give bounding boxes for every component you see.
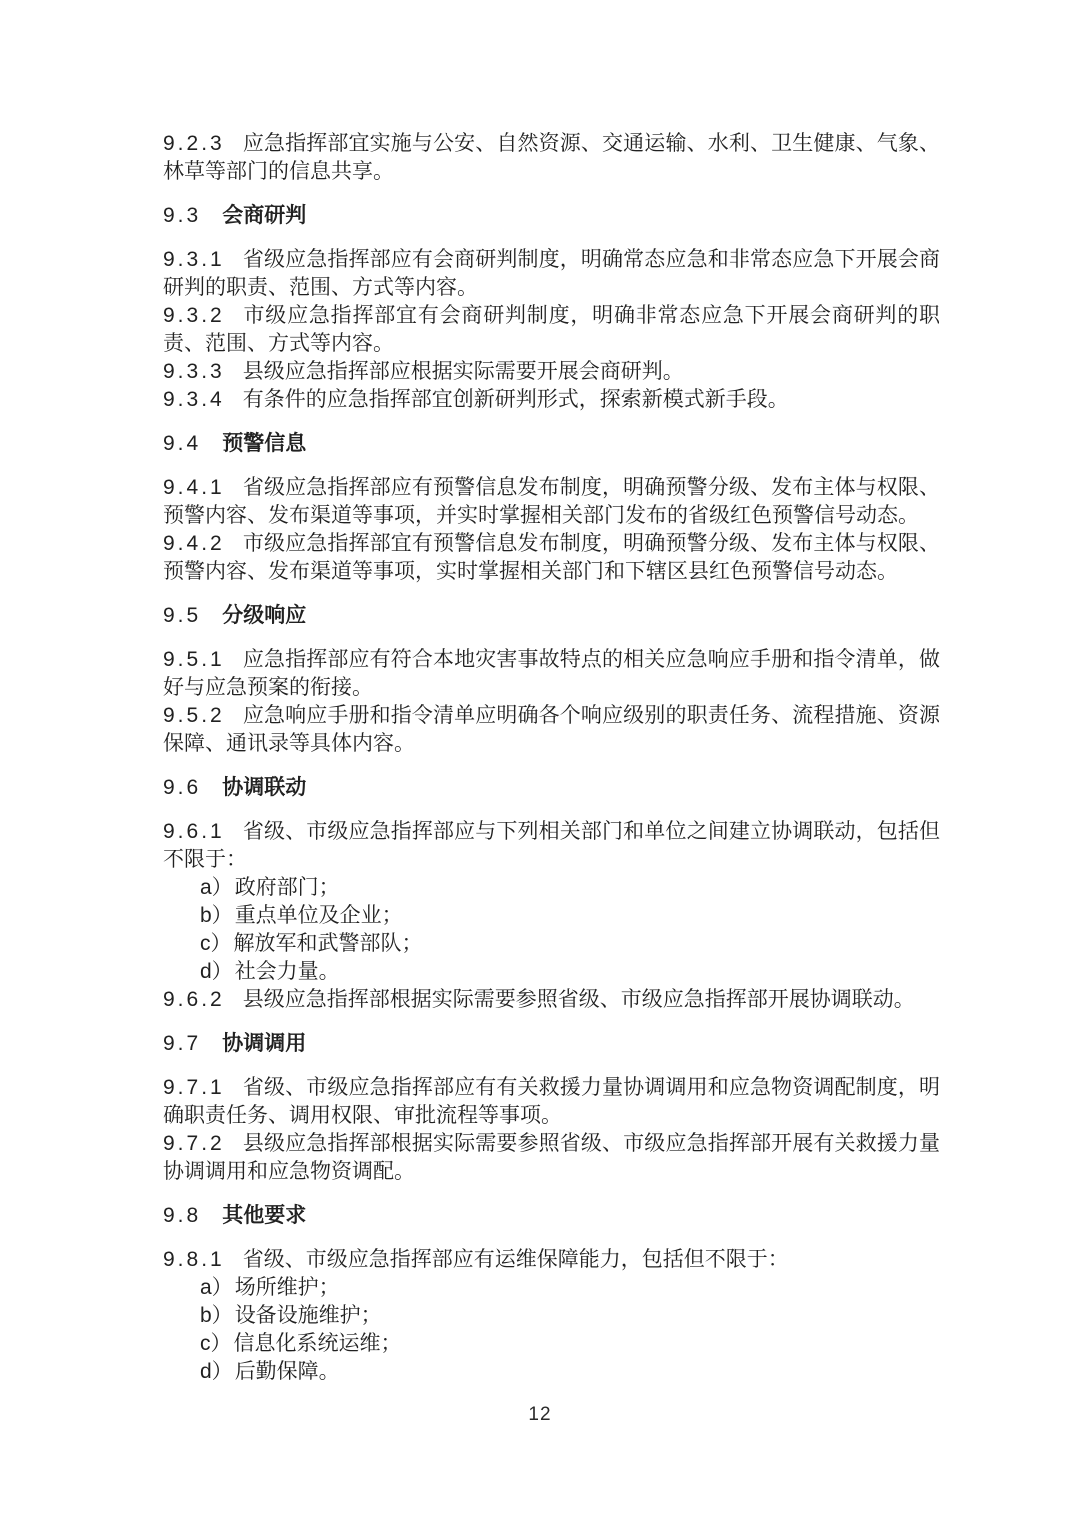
clause-9-6-1	[163, 818, 940, 874]
clause-9-4-1	[163, 474, 940, 530]
section-number: 9.7	[163, 1032, 202, 1055]
list-item-text: 政府部门；	[234, 876, 340, 899]
list-item-text: 社会力量。	[234, 960, 340, 983]
clause-9-3-4	[163, 386, 940, 414]
clause-text: 县级应急指挥部根据实际需要参照省级、市级应急指挥部开展有关救援力量协调调用和应急物资调配。	[163, 1132, 940, 1183]
clause-9-5-1	[163, 646, 940, 702]
clause-9-8-1	[163, 1246, 940, 1274]
list-item-text: 信息化系统运维；	[233, 1332, 402, 1355]
list-marker: a）	[200, 1276, 233, 1299]
clause-number: 9.3.1	[163, 248, 225, 271]
section-heading-9-6	[163, 774, 940, 802]
clause-text: 应急指挥部应有符合本地灾害事故特点的相关应急响应手册和指令清单，做好与应急预案的衔接。	[163, 648, 940, 699]
clause-number: 9.4.1	[163, 476, 225, 499]
section-title: 分级响应	[222, 604, 307, 627]
list-item-9-6-1-c	[163, 930, 940, 958]
clause-9-4-2	[163, 530, 940, 586]
list-item-9-6-1-d	[163, 958, 940, 986]
clause-text: 县级应急指挥部根据实际需要参照省级、市级应急指挥部开展协调联动。	[242, 988, 915, 1011]
list-item-9-6-1-b	[163, 902, 940, 930]
clause-9-2-3	[163, 130, 940, 186]
clause-number: 9.7.1	[163, 1076, 225, 1099]
clause-9-7-2	[163, 1130, 940, 1186]
clause-9-3-2	[163, 302, 940, 358]
section-number: 9.6	[163, 776, 202, 799]
clause-text: 应急指挥部宜实施与公安、自然资源、交通运输、水利、卫生健康、气象、林草等部门的信息共享。	[163, 132, 940, 183]
list-marker: b）	[200, 1304, 233, 1327]
clause-number: 9.7.2	[163, 1132, 225, 1155]
list-item-9-8-1-d	[163, 1358, 940, 1386]
list-item-9-8-1-c	[163, 1330, 940, 1358]
clause-number: 9.3.3	[163, 360, 225, 383]
list-item-text: 场所维护；	[234, 1276, 340, 1299]
clause-text: 应急响应手册和指令清单应明确各个响应级别的职责任务、流程措施、资源保障、通讯录等具体内容。	[163, 704, 940, 755]
clause-number: 9.8.1	[163, 1248, 225, 1271]
section-heading-9-4	[163, 430, 940, 458]
section-title: 其他要求	[222, 1204, 307, 1227]
section-number: 9.3	[163, 204, 202, 227]
clause-9-6-2	[163, 986, 940, 1014]
clause-text: 省级、市级应急指挥部应有运维保障能力，包括但不限于：	[242, 1248, 789, 1271]
clause-number: 9.6.2	[163, 988, 225, 1011]
page-number: 12	[528, 1404, 552, 1425]
clause-9-3-3	[163, 358, 940, 386]
clause-text: 省级、市级应急指挥部应与下列相关部门和单位之间建立协调联动，包括但不限于：	[163, 820, 940, 871]
list-marker: b）	[200, 904, 233, 927]
clause-9-3-1	[163, 246, 940, 302]
clause-text: 县级应急指挥部应根据实际需要开展会商研判。	[242, 360, 684, 383]
list-marker: d）	[200, 960, 233, 983]
clause-text: 有条件的应急指挥部宜创新研判形式，探索新模式新手段。	[242, 388, 789, 411]
list-item-9-6-1-a	[163, 874, 940, 902]
clause-number: 9.5.2	[163, 704, 225, 727]
clause-number: 9.3.4	[163, 388, 225, 411]
clause-text: 省级应急指挥部应有预警信息发布制度，明确预警分级、发布主体与权限、预警内容、发布渠道等事项，并实时掌握相关部门发布的省级红色预警信号动态。	[163, 476, 940, 527]
section-number: 9.8	[163, 1204, 202, 1227]
list-item-9-8-1-a	[163, 1274, 940, 1302]
clause-text: 市级应急指挥部宜有预警信息发布制度，明确预警分级、发布主体与权限、预警内容、发布渠道等事项，实时掌握相关部门和下辖区县红色预警信号动态。	[163, 532, 940, 583]
clause-number: 9.5.1	[163, 648, 225, 671]
list-marker: c）	[200, 932, 232, 955]
clause-text: 市级应急指挥部宜有会商研判制度，明确非常态应急下开展会商研判的职责、范围、方式等内容。	[163, 304, 940, 355]
section-heading-9-7	[163, 1030, 940, 1058]
list-item-9-8-1-b	[163, 1302, 940, 1330]
clause-number: 9.4.2	[163, 532, 225, 555]
section-number: 9.5	[163, 604, 202, 627]
list-marker: d）	[200, 1360, 233, 1383]
clause-9-5-2	[163, 702, 940, 758]
clause-number: 9.6.1	[163, 820, 225, 843]
section-heading-9-8	[163, 1202, 940, 1230]
section-title: 协调联动	[222, 776, 307, 799]
list-item-text: 设备设施维护；	[234, 1304, 382, 1327]
section-title: 协调调用	[222, 1032, 307, 1055]
document-content	[163, 130, 940, 1386]
section-heading-9-5	[163, 602, 940, 630]
section-heading-9-3	[163, 202, 940, 230]
list-marker: a）	[200, 876, 233, 899]
clause-number: 9.3.2	[163, 304, 225, 327]
list-item-text: 后勤保障。	[234, 1360, 340, 1383]
section-title: 会商研判	[222, 204, 307, 227]
list-marker: c）	[200, 1332, 232, 1355]
clause-number: 9.2.3	[163, 132, 225, 155]
section-number: 9.4	[163, 432, 202, 455]
list-item-text: 解放军和武警部队；	[233, 932, 423, 955]
clause-text: 省级、市级应急指挥部应有有关救援力量协调调用和应急物资调配制度，明确职责任务、调用权限、审批流程等事项。	[163, 1076, 940, 1127]
list-item-text: 重点单位及企业；	[234, 904, 403, 927]
clause-9-7-1	[163, 1074, 940, 1130]
page-footer	[0, 1404, 1080, 1426]
section-title: 预警信息	[222, 432, 307, 455]
clause-text: 省级应急指挥部应有会商研判制度，明确常态应急和非常态应急下开展会商研判的职责、范围、方式等内容。	[163, 248, 940, 299]
